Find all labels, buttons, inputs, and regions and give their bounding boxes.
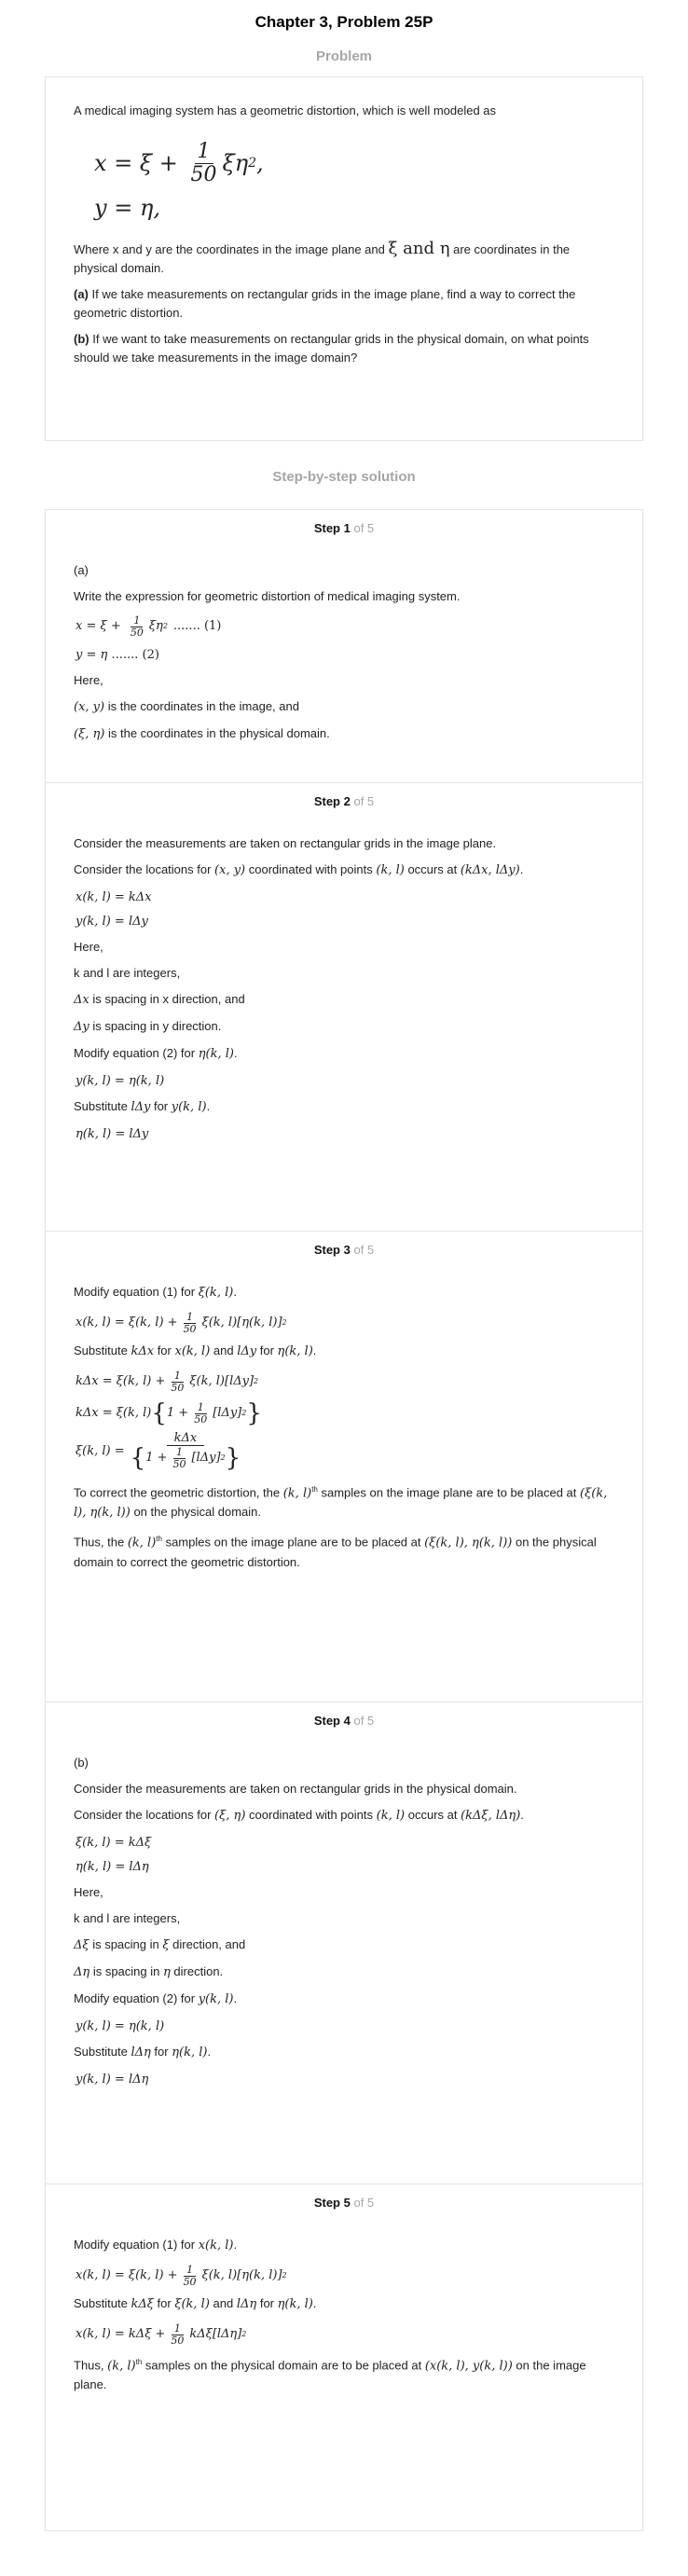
step-3-eq2: kΔx = ξ(k, l) + $\frac{1}{50}$ ξ(k, l)[lΔy] 2 — [76, 1369, 259, 1394]
step-3-subst: Substitute kΔx for x(k, l) and lΔy for η(k, l). — [74, 1343, 317, 1358]
part-b-text: If we want to take measurements on rectangular grids in the physical domain, on what points should we take measurements in the image domain? — [74, 332, 589, 365]
step-4-eq-y: y(k, l) = lΔη — [76, 2073, 149, 2087]
solution-heading: Step-by-step solution — [272, 469, 416, 485]
step-3-title: Step 3 of 5 — [313, 1243, 375, 1257]
step-3-eq3: kΔx = ξ(k, l) { 1 + $\frac{1}{50}$ [lΔy] 2 } — [76, 1399, 262, 1427]
step-2-l2: Consider the locations for (x, y) coordinated with points (k, l) occurs at (kΔx, lΔy). — [74, 862, 524, 877]
step-4-part: (b) — [74, 1756, 89, 1770]
step-2-here: Here, — [74, 940, 103, 954]
where-text-b: are coordinates in the physical domain. — [74, 242, 571, 275]
step-5-c1: Thus, (k, l)$^{th}$ samples on the physical domain are to be placed at (x(k, l), y(k, l)) on the image plane. — [74, 2358, 586, 2392]
step-2 — [46, 783, 642, 1231]
step-2-ints: k and l are integers, — [74, 966, 181, 980]
step-3 — [46, 1232, 642, 1701]
step-5-mod: Modify equation (1) for x(k, l). — [74, 2238, 238, 2252]
step-4-l1: Consider the measurements are taken on rectangular grids in the physical domain. — [74, 1782, 517, 1796]
step-2-eq-x: x(k, l) = kΔx — [76, 890, 152, 904]
step-5-subst: Substitute kΔξ for ξ(k, l) and lΔη for η(k, l). — [74, 2296, 317, 2311]
step-1-part: (a) — [74, 563, 89, 577]
step-5-eq2: x(k, l) = kΔξ + $\frac{1}{50}$ kΔξ[lΔη] 2 — [76, 2321, 247, 2347]
step-4-eq-xi: ξ(k, l) = kΔξ — [76, 1836, 152, 1850]
step-5 — [46, 2184, 642, 2424]
step-3-eq1: x(k, l) = ξ(k, l) + $\frac{1}{50}$ ξ(k, l)[η(k, l)] 2 — [76, 1310, 287, 1335]
distortion-equations: x = ξ + $\frac{1}{50}$ ξη 2 , y = η, — [94, 140, 264, 221]
page-title: Chapter 3, Problem 25P — [255, 13, 433, 31]
problem-where — [74, 240, 614, 278]
step-4-dxi: Δξ is spacing in ξ direction, and — [74, 1937, 246, 1952]
where-text-a: Where x and y are the coordinates in the image plane and — [74, 242, 385, 256]
step-3-c1: To correct the geometric distortion, the (k, l)$^{th}$ samples on the image plane are to be placed at (ξ(k, l), η(k, l)) on the physical domain. — [74, 1484, 608, 1521]
part-b-label: (b) — [74, 332, 89, 346]
step-2-title: Step 2 of 5 — [313, 794, 375, 808]
step-2-mod: Modify equation (2) for η(k, l). — [74, 1046, 238, 1061]
step-2-l1: Consider the measurements are taken on rectangular grids in the image plane. — [74, 836, 497, 850]
step-1-xieta: (ξ, η) is the coordinates in the physical domain. — [74, 726, 330, 741]
step-1-xy: (x, y) is the coordinates in the image, and — [74, 699, 299, 714]
step-4-eq-eta: η(k, l) = lΔη — [76, 1860, 149, 1874]
step-4-ints: k and l are integers, — [74, 1911, 181, 1925]
step-5-eq1: x(k, l) = ξ(k, l) + $\frac{1}{50}$ ξ(k, l)[η(k, l)] 2 — [76, 2263, 287, 2288]
step-2-subst: Substitute lΔy for y(k, l). — [74, 1099, 211, 1114]
part-a-label: (a) — [74, 287, 89, 301]
step-4 — [46, 1702, 642, 2183]
problem-intro: A medical imaging system has a geometric distortion, which is well modeled as — [74, 103, 497, 117]
step-4-mod: Modify equation (2) for y(k, l). — [74, 1991, 238, 2006]
step-1-eq1: x = ξ + $\frac{1}{50}$ ξη 2 ....... (1) — [76, 613, 222, 639]
part-a — [74, 285, 614, 323]
step-3-eq4: ξ(k, l) = kΔx { 1 + $\frac{1}{50}$ [lΔy] 2 } — [76, 1431, 241, 1472]
xi-eta-symbols: ξ and η — [388, 239, 450, 258]
step-4-l2: Consider the locations for (ξ, η) coordinated with points (k, l) occurs at (kΔξ, lΔη). — [74, 1808, 524, 1823]
problem-heading: Problem — [315, 48, 372, 64]
step-4-title: Step 4 of 5 — [313, 1714, 375, 1728]
part-b — [74, 330, 614, 367]
step-1 — [46, 510, 642, 782]
step-4-here: Here, — [74, 1885, 103, 1899]
part-a-text: If we take measurements on rectangular grids in the image plane, find a way to correct the geometric distortion. — [74, 287, 576, 320]
problem-card — [45, 76, 643, 441]
step-5-title: Step 5 of 5 — [313, 2196, 375, 2210]
step-1-title: Step 1 of 5 — [313, 521, 375, 535]
step-2-eq-y-eta: y(k, l) = η(k, l) — [76, 1074, 165, 1088]
step-2-eq-y: y(k, l) = lΔy — [76, 915, 148, 929]
step-1-here: Here, — [74, 673, 103, 687]
step-4-subst: Substitute lΔη for η(k, l). — [74, 2045, 212, 2059]
step-3-c2: Thus, the (k, l)$^{th}$ samples on the image plane are to be placed at (ξ(k, l), η(k, l)) on the physical domain to correct the geometric distortion. — [74, 1535, 597, 1569]
step-4-deta: Δη is spacing in η direction. — [74, 1964, 224, 1979]
step-3-mod: Modify equation (1) for ξ(k, l). — [74, 1285, 237, 1300]
step-1-write: Write the expression for geometric distortion of medical imaging system. — [74, 589, 461, 603]
step-2-eq-eta: η(k, l) = lΔy — [76, 1127, 149, 1141]
step-1-eq2: y = η ....... (2) — [76, 648, 159, 662]
solution-card — [45, 509, 643, 2531]
step-2-dy: Δy is spacing in y direction. — [74, 1019, 222, 1034]
step-2-dx: Δx is spacing in x direction, and — [74, 992, 245, 1007]
step-4-eq-y-eta: y(k, l) = η(k, l) — [76, 2019, 165, 2033]
